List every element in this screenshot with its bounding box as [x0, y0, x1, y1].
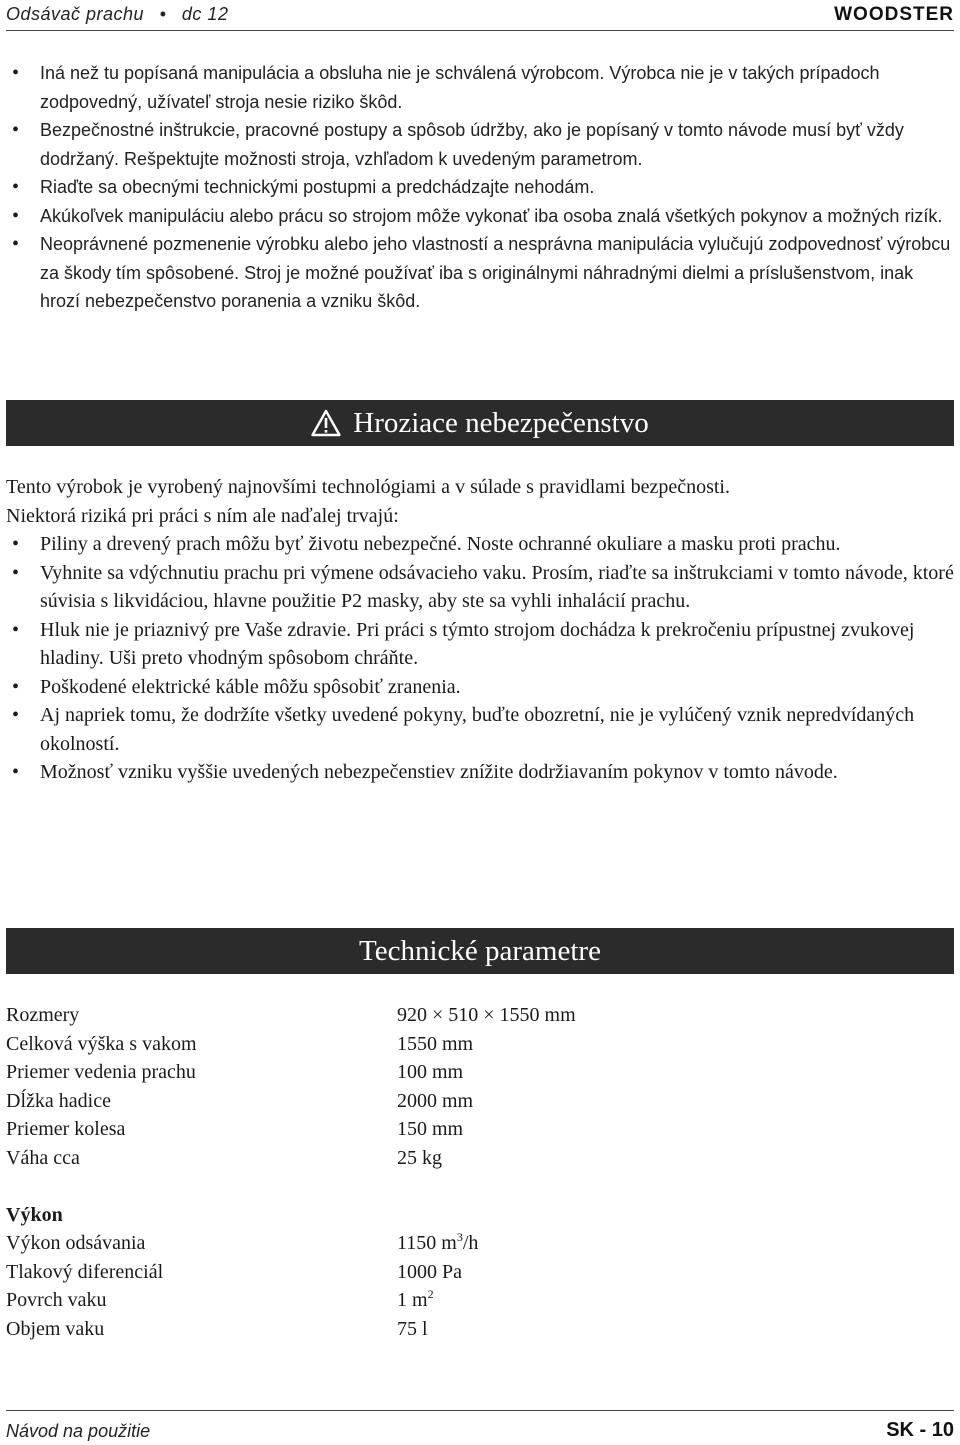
hazard-section: [6, 473, 958, 787]
spec-label: Výkon odsávania: [6, 1232, 146, 1254]
spec-label: Celková výška s vakom: [6, 1032, 197, 1055]
spec-row: [6, 1030, 906, 1059]
spec-label: Priemer vedenia prachu: [6, 1061, 196, 1083]
spec-label: Rozmery: [6, 1004, 80, 1026]
spec-label: Tlakový diferenciál: [6, 1260, 164, 1283]
hazard-banner: [6, 400, 954, 446]
tech-banner: [6, 928, 954, 974]
list-item: • Poškodené elektrické káble môžu spôsobiť zranenia.: [6, 673, 958, 702]
spec-row: [6, 1087, 906, 1116]
spec-row: [6, 1286, 906, 1315]
spec-label: Priemer kolesa: [6, 1118, 126, 1140]
spec-row: [6, 1258, 906, 1287]
spec-row: [6, 1229, 906, 1258]
list-item: • Piliny a drevený prach môžu byť životu nebezpečné. Noste ochranné okuliare a masku proti prachu.: [6, 530, 958, 559]
spec-value: 920 × 510 × 1550 mm: [397, 1004, 576, 1026]
hazard-title: Hroziace nebezpečenstvo: [353, 406, 649, 439]
page-footer: [6, 1410, 954, 1445]
spec-label: Povrch vaku: [6, 1289, 107, 1311]
spec-label: Váha cca: [6, 1146, 80, 1169]
spec-row: [6, 1315, 906, 1344]
hazard-intro-2: Niektorá riziká pri práci s ním ale naďalej trvajú:: [6, 504, 399, 527]
brand-logo: WOODSTER: [834, 4, 954, 25]
safety-notes-section: [6, 59, 956, 316]
spec-value: 150 mm: [397, 1118, 464, 1140]
header-separator: •: [159, 4, 167, 24]
list-item: • Iná než tu popísaná manipulácia a obsluha nie je schválená výrobcom. Výrobca nie je v takých prípadoch zodpovedný, užívateľ stroja nesie riziko škôd.: [6, 59, 956, 116]
list-item: • Riaďte sa obecnými technickými postupmi a predchádzajte nehodám.: [6, 173, 956, 202]
hazard-intro-1: Tento výrobok je vyrobený najnovšími technológiami a v súlade s pravidlami bezpečnosti.: [6, 476, 730, 498]
performance-heading: Výkon: [6, 1203, 63, 1226]
spec-value: 1000 Pa: [397, 1260, 462, 1283]
header-title: [6, 4, 228, 25]
list-item: • Hluk nie je priaznivý pre Vaše zdravie. Pri práci s týmto strojom dochádza k prekročeniu prípustnej zvukovej hladiny. Uši preto vhodným spôsobom chráňte.: [6, 616, 958, 673]
spec-row: [6, 1144, 906, 1173]
spec-value: 1550 mm: [397, 1032, 474, 1055]
list-item: • Aj napriek tomu, že dodržíte všetky uvedené pokyny, buďte obozretní, nie je vylúčený vznik nepredvídaných okolností.: [6, 701, 958, 758]
spec-value: 1 $m^2$: [397, 1287, 434, 1311]
list-item: • Bezpečnostné inštrukcie, pracovné postupy a spôsob údržby, ako je popísaný v tomto návode musí byť vždy dodržaný. Rešpektujte možnosti stroja, vzhľadom k uvedeným parametrom.: [6, 116, 956, 173]
hazard-list: [6, 530, 958, 787]
product-name: Odsávač prachu: [6, 4, 145, 24]
warning-triangle-icon: [311, 409, 341, 437]
spec-value: 1150 $m^3/h$: [397, 1230, 479, 1254]
spec-value: 75 l: [397, 1317, 428, 1340]
spec-value: 100 mm: [397, 1061, 464, 1083]
spec-row: [6, 1115, 906, 1144]
page-number: SK - 10: [886, 1419, 954, 1441]
safety-notes-list: [6, 59, 956, 316]
model-name: dc 12: [181, 4, 229, 24]
list-item: • Vyhnite sa vdýchnutiu prachu pri výmene odsávacieho vaku. Prosím, riaďte sa inštrukciami v tomto návode, ktoré súvisia s likvidáciou, hlavne použitie P2 masky, aby ste sa vyhli inhalácií prachu.: [6, 559, 958, 616]
spec-label: Dĺžka hadice: [6, 1089, 111, 1112]
tech-title: Technické parametre: [359, 934, 601, 967]
page-header: [6, 4, 954, 31]
spec-value: 2000 mm: [397, 1089, 474, 1112]
footer-manual-label: Návod na použitie: [6, 1421, 151, 1441]
spec-label: Objem vaku: [6, 1317, 105, 1340]
tech-specs: [6, 1001, 906, 1343]
list-item: • Možnosť vzniku vyššie uvedených nebezpečenstiev znížite dodržiavaním pokynov v tomto návode.: [6, 758, 958, 787]
spec-value: 25 kg: [397, 1146, 442, 1169]
spec-row: [6, 1001, 906, 1030]
list-item: • Akúkoľvek manipuláciu alebo prácu so strojom môže vykonať iba osoba znalá všetkých pokynov a možných rizík.: [6, 202, 956, 231]
spec-row: [6, 1058, 906, 1087]
list-item: • Neoprávnené pozmenenie výrobku alebo jeho vlastností a nesprávna manipulácia vylučujú zodpovednosť výrobcu za škody tím spôsobené. Stroj je možné používať iba s originálnymi náhradnými dielmi a príslušenstvom, inak hrozí nebezpečenstvo poranenia a vzniku škôd.: [6, 230, 956, 316]
